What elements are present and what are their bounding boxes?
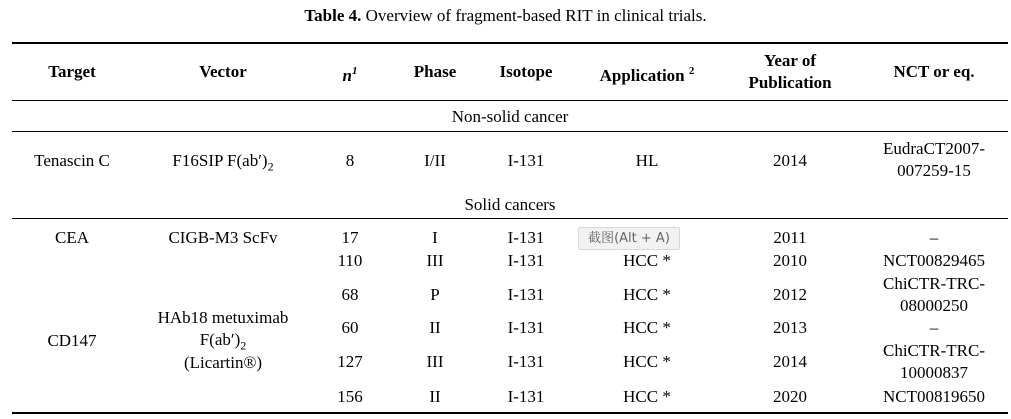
cell-n: 17 (341, 228, 359, 247)
cell-target: CD147 (47, 331, 97, 350)
header-year-line1: Year of (763, 51, 817, 70)
cell-application: HCC * (623, 318, 671, 337)
section-non-solid: Non-solid cancer (451, 107, 569, 126)
cell-year: 2010 (773, 251, 807, 270)
cell-isotope: I-131 (507, 387, 545, 406)
header-phase: Phase (413, 62, 457, 81)
header-n-note: 1 (351, 65, 358, 77)
cell-year: 2012 (773, 285, 807, 304)
solid-rule (12, 218, 1008, 219)
cell-phase: III (426, 352, 444, 371)
cell-target: Tenascin C (34, 151, 110, 170)
cell-nct-line2: 007259-15 (897, 161, 971, 180)
cell-vector-text: F16SIP F(ab′) (172, 151, 268, 170)
cell-phase: I/II (424, 151, 446, 170)
cell-year: 2013 (773, 318, 807, 337)
non-solid-rule (12, 131, 1008, 132)
cell-phase: II (429, 318, 441, 337)
cell-year: 2020 (773, 387, 807, 406)
header-vector: Vector (199, 62, 247, 81)
cell-n: 110 (337, 251, 363, 270)
caption-label: Table 4. (304, 6, 362, 25)
table-caption (0, 6, 1011, 26)
cell-vector-sub: 2 (240, 338, 247, 353)
section-solid: Solid cancers (464, 195, 556, 214)
cell-n: 127 (337, 352, 363, 371)
cell-application: HL (635, 151, 659, 170)
cell-nct: NCT00819650 (883, 387, 985, 406)
header-n-text: n (342, 66, 352, 85)
header-target: Target (48, 62, 96, 81)
cell-nct-line1: ChiCTR-TRC- (882, 274, 986, 293)
cell-nct-line2: 08000250 (900, 296, 968, 315)
screenshot-tooltip: 截图(Alt + A) (578, 227, 680, 250)
cell-isotope: I-131 (507, 352, 545, 371)
cell-n: 8 (345, 151, 355, 170)
cell-isotope: I-131 (507, 151, 545, 170)
cell-nct: – (929, 318, 939, 337)
cell-phase: I (432, 228, 438, 247)
cell-nct-line2: 10000837 (900, 363, 968, 382)
header-isotope: Isotope (499, 62, 553, 81)
cell-n: 60 (341, 318, 359, 337)
cell-isotope: I-131 (507, 251, 545, 270)
cell-vector-line3: (Licartin®) (183, 353, 263, 372)
cell-isotope: I-131 (507, 228, 545, 247)
cell-nct: – (929, 228, 939, 247)
cell-phase: II (429, 387, 441, 406)
cell-vector (172, 150, 273, 177)
top-rule (12, 42, 1008, 44)
cell-n: 156 (337, 387, 363, 406)
cell-vector-line2-text: F(ab′) (199, 330, 241, 349)
header-n (343, 61, 358, 86)
cell-application: HCC * (623, 352, 671, 371)
cell-nct: NCT00829465 (883, 251, 985, 270)
header-nct: NCT or eq. (893, 62, 975, 81)
cell-application: HCC * (623, 285, 671, 304)
cell-application: HCC * (623, 251, 671, 270)
header-application (600, 61, 695, 86)
cell-phase: III (426, 251, 444, 270)
cell-vector-line1: HAb18 metuximab (157, 308, 289, 327)
header-rule (12, 100, 1008, 101)
cell-phase: P (430, 285, 440, 304)
cell-isotope: I-131 (507, 285, 545, 304)
bottom-rule (12, 412, 1008, 414)
cell-application: HCC * (623, 387, 671, 406)
cell-year: 2014 (773, 151, 807, 170)
caption-text: Overview of fragment-based RIT in clinical trials. (365, 6, 707, 25)
header-application-text: Application (599, 66, 685, 85)
cell-isotope: I-131 (507, 318, 545, 337)
header-application-note: 2 (688, 65, 695, 77)
cell-target: CEA (55, 228, 89, 247)
cell-year: 2011 (773, 228, 807, 247)
header-year-line2: Publication (748, 73, 832, 92)
cell-vector: CIGB-M3 ScFv (168, 228, 278, 247)
cell-year: 2014 (773, 352, 807, 371)
cell-nct-line1: ChiCTR-TRC- (882, 341, 986, 360)
cell-nct-line1: EudraCT2007- (883, 139, 985, 158)
cell-vector-sub: 2 (267, 159, 274, 174)
cell-n: 68 (341, 285, 359, 304)
